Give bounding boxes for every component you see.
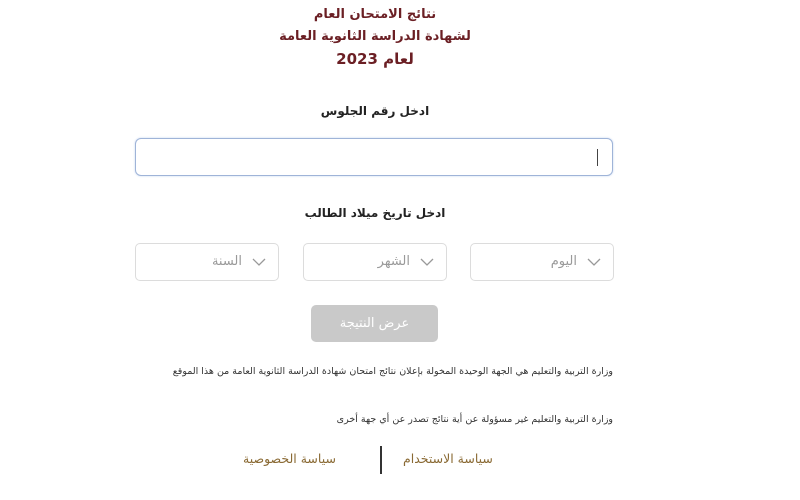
title-line-2: لشهادة الدراسة الثانوية العامة [279,29,471,44]
month-select-placeholder: الشهر [377,254,410,269]
year-select[interactable] [135,243,279,281]
seat-number-label: ادخل رقم الجلوس [320,104,430,118]
page-title [250,4,500,70]
title-line-1: نتائج الامتحان العام [313,7,437,22]
chevron-down-icon [587,257,601,267]
birth-date-label: ادخل تاريخ ميلاد الطالب [304,206,446,220]
notice-disclaimer: وزارة التربية والتعليم غير مسؤولة عن أية نتائج تصدر عن أي جهة أخرى [336,414,613,425]
terms-of-use-link[interactable]: سياسة الاستخدام [403,451,493,466]
year-select-placeholder: السنة [211,254,242,269]
month-select[interactable] [303,243,447,281]
show-result-button[interactable]: عرض النتيجة [311,305,438,342]
text-caret [597,149,598,166]
chevron-down-icon [420,257,434,267]
day-select-placeholder: اليوم [550,254,577,269]
day-select[interactable] [470,243,614,281]
chevron-down-icon [252,257,266,267]
footer-divider [380,446,382,474]
notice-official-source: وزارة التربية والتعليم هي الجهة الوحيدة المخولة بإعلان نتائج امتحان شهادة الدراسة الثانوية العامة من هذا الموقع [172,366,613,377]
seat-number-input[interactable] [135,138,613,176]
privacy-policy-link[interactable]: سياسة الخصوصية [243,451,336,466]
title-line-3: لعام 2023 [336,50,414,68]
